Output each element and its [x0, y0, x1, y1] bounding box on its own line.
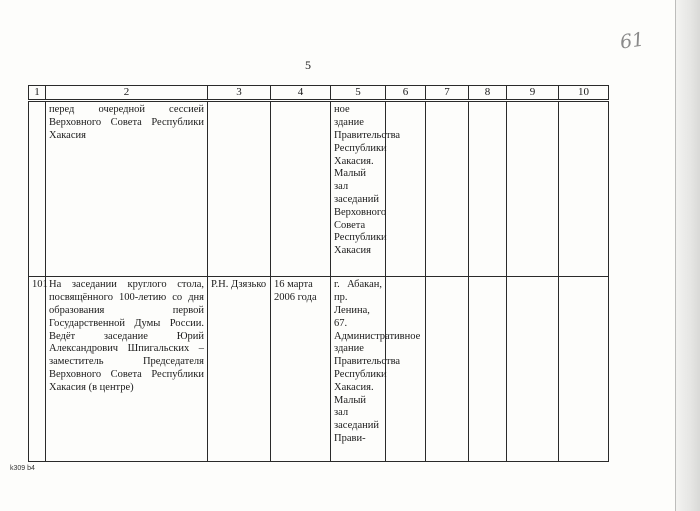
date-cell [271, 101, 331, 277]
empty-cell [559, 277, 609, 462]
table-row [29, 277, 609, 462]
row-number-cell: 101 [29, 277, 46, 462]
header-cell: 3 [208, 86, 271, 101]
empty-cell [559, 101, 609, 277]
empty-cell [386, 277, 426, 462]
empty-cell [426, 101, 469, 277]
page-edge [675, 0, 700, 511]
author-cell: Р.Н. Дзязько [208, 277, 271, 462]
date-cell: 16 марта 2006 года [271, 277, 331, 462]
location-cell: г. Абакан, пр. Ленина, 67. Административное здание Правительства Республики Хакасия. Малый зал заседаний Прави- [331, 277, 386, 462]
header-cell: 4 [271, 86, 331, 101]
description-cell: перед очередной сессией Верховного Совета Республики Хакасия [46, 101, 208, 277]
author-cell [208, 101, 271, 277]
handwritten-page-mark: 61 [618, 28, 646, 54]
header-cell: 7 [426, 86, 469, 101]
description-cell: На заседании круглого стола, посвящённого 100-летию со дня образования первой Государственной Думы России. Ведёт заседание Юрий Александрович Шпигальских – заместитель Председателя Верховного Совета Республики Хакасия (в центре) [46, 277, 208, 462]
page-number: 5 [305, 58, 311, 72]
empty-cell [507, 101, 559, 277]
empty-cell [469, 277, 507, 462]
table-header-row [29, 86, 609, 101]
header-cell: 8 [469, 86, 507, 101]
empty-cell [469, 101, 507, 277]
header-cell: 6 [386, 86, 426, 101]
header-cell: 9 [507, 86, 559, 101]
empty-cell [426, 277, 469, 462]
header-cell: 1 [29, 86, 46, 101]
table-row [29, 101, 609, 277]
empty-cell [507, 277, 559, 462]
row-number-cell [29, 101, 46, 277]
header-cell: 5 [331, 86, 386, 101]
empty-cell [386, 101, 426, 277]
location-cell: ное здание Правительства Республики Хакасия. Малый зал заседаний Верховного Совета Республики Хакасия [331, 101, 386, 277]
footer-code: k309 b4 [10, 465, 35, 472]
document-table [28, 85, 609, 462]
header-cell: 2 [46, 86, 208, 101]
header-cell: 10 [559, 86, 609, 101]
